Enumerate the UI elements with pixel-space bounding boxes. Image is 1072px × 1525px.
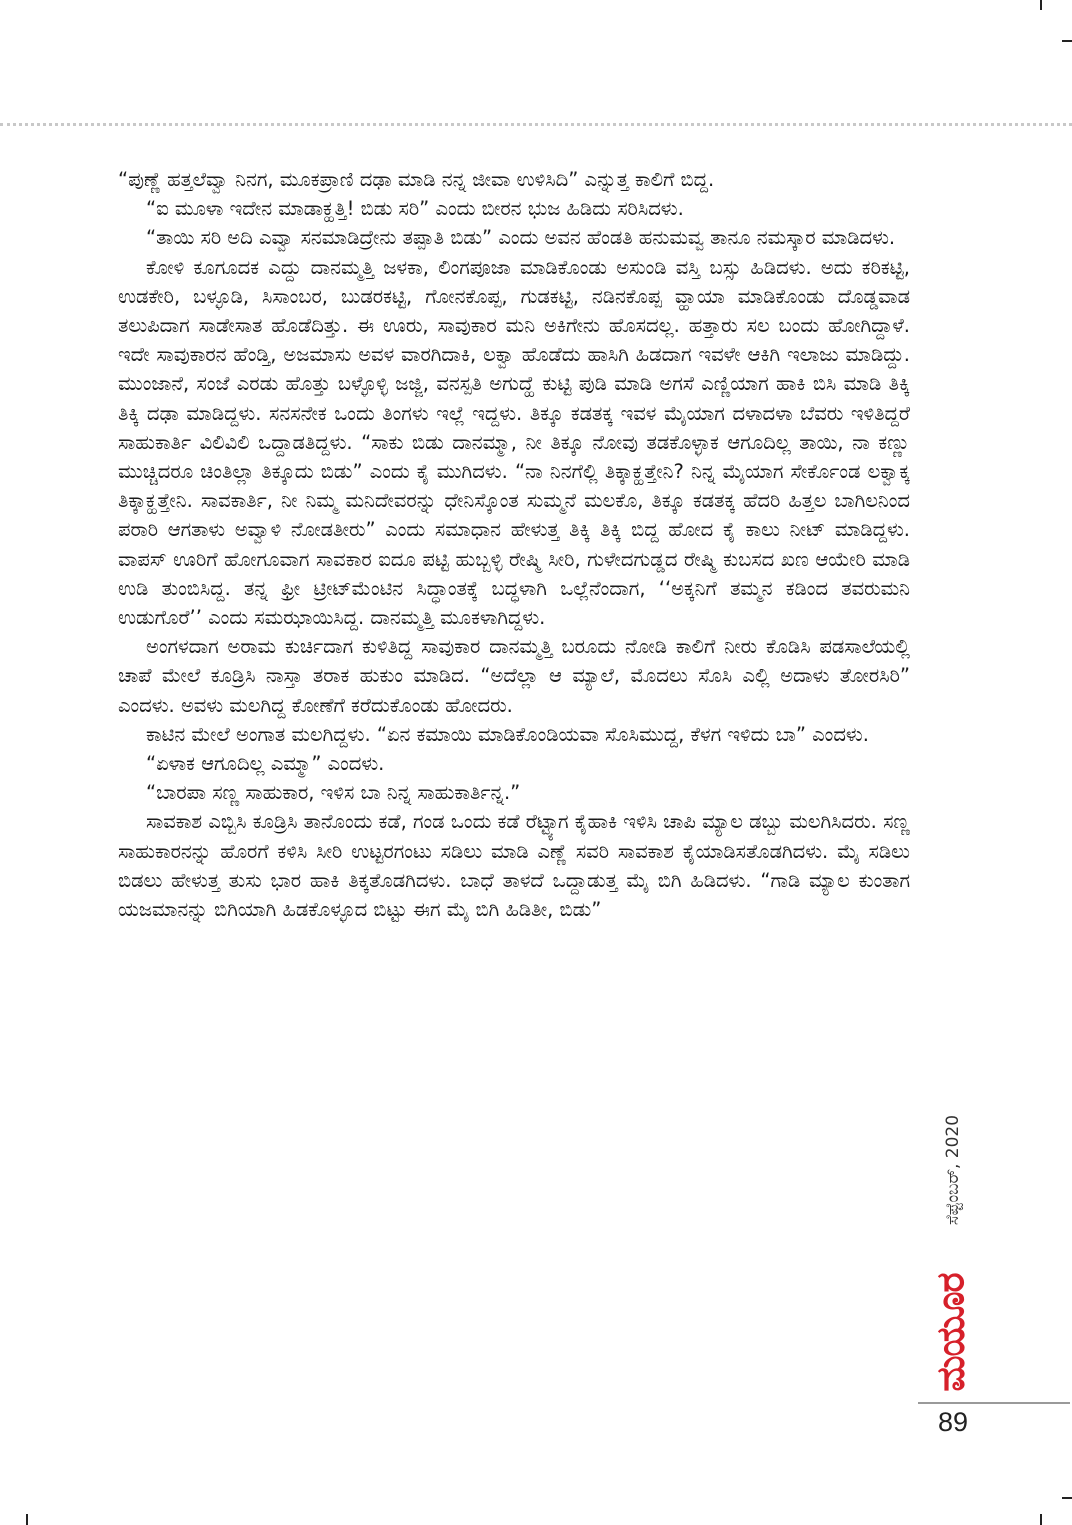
article-paragraph: ಕಾಟಿನ ಮೇಲೆ ಅಂಗಾತ ಮಲಗಿದ್ದಳು. “ಏನ ಕಮಾಯಿ ಮಾಡಿಕೊಂಡಿಯವಾ ಸೊಸಿಮುದ್ದ, ಕೆಳಗ ಇಳಿದು ಬಾ” ಎಂದಳು. <box>146 722 869 746</box>
article-paragraph: ಕೋಳಿ ಕೂಗೂದಕ ಎದ್ದು ದಾನಮ್ಮತ್ತಿ ಜಳಕಾ, ಲಿಂಗಪೂಜಾ ಮಾಡಿಕೊಂಡು ಅಸುಂಡಿ ವಸ್ತಿ ಬಸ್ಸು ಹಿಡಿದಳು. ಅದು ಕರಿಕಟ್ಟಿ, ಉಡಕೇರಿ, ಬಳ್ಳೂಡಿ, ಸಿಸಾಂಬರ, ಬುಡರಕಟ್ಟಿ, ಗೋನಕೊಪ್ಪ, ಗುಡಕಟ್ಟಿ, ನಡಿನಕೊಪ್ಪ ವ್ಹಾಯಾ ಮಾಡಿಕೊಂಡು ದೊಡ್ಡವಾಡ ತಲುಪಿದಾಗ ಸಾಡೇಸಾತ ಹೊಡೆದಿತ್ತು. ಈ ಊರು, ಸಾವುಕಾರ ಮನಿ ಅಕಿಗೇನು ಹೊಸದಲ್ಲ. ಹತ್ತಾರು ಸಲ ಬಂದು ಹೋಗಿದ್ದಾಳೆ. ಇದೇ ಸಾವುಕಾರನ ಹೆಂಡ್ತಿ, ಅಜಮಾಸು ಅವಳ ವಾರಗಿದಾಕಿ, ಲಕ್ವಾ ಹೊಡೆದು ಹಾಸಿಗಿ ಹಿಡದಾಗ ಇವಳೇ ಆಕಿಗಿ ಇಲಾಜು ಮಾಡಿದ್ದು. ಮುಂಜಾನೆ, ಸಂಜೆ ಎರಡು ಹೊತ್ತು ಬಳ್ಳೊಳ್ಳಿ ಜಜ್ಜಿ, ವನಸ್ಪತಿ ಅಗುದ್ಹೆ ಕುಟ್ಟಿ ಪುಡಿ ಮಾಡಿ ಅಗಸೆ ಎಣ್ಣಿಯಾಗ ಹಾಕಿ ಬಿಸಿ ಮಾಡಿ ತಿಕ್ಕಿ ತಿಕ್ಕಿ ದಢಾ ಮಾಡಿದ್ದಳು. ಸನಸನೇಕ ಒಂದು ತಿಂಗಳು ಇಲ್ಲೆ ಇದ್ದಳು. ತಿಕ್ಕೂ ಕಡತಕ್ಕ ಇವಳ ಮೈಯಾಗ ದಳಾದಳಾ ಬೆವರು ಇಳಿತಿದ್ದರೆ ಸಾಹುಕಾರ್ತಿ ವಿಲಿವಿಲಿ ಒದ್ದಾಡತಿದ್ದಳು. “ಸಾಕು ಬಿಡು ದಾನಮ್ಮಾ, ನೀ ತಿಕ್ಕೂ ನೋವು ತಡಕೊಳ್ಳಾಕ ಆಗೂದಿಲ್ಲ ತಾಯಿ, ನಾ ಕಣ್ಣು ಮುಚ್ಚಿದರೂ ಚಿಂತಿಲ್ಲಾ ತಿಕ್ಕೂದು ಬಿಡು” ಎಂದು ಕೈ ಮುಗಿದಳು. “ನಾ ನಿನಗೆಲ್ಲಿ ತಿಕ್ಕಾಕ್ಹತ್ತೇನಿ? ನಿನ್ನ ಮೈಯಾಗ ಸೇರ್ಕೊಂಡ ಲಕ್ವಾಕ್ಕ ತಿಕ್ಕಾಕ್ಹತ್ತೇನಿ. ಸಾವಕಾರ್ತಿ, ನೀ ನಿಮ್ಮ ಮನಿದೇವರನ್ನು ಧೇನಿಸ್ಕೊಂತ ಸುಮ್ಮನೆ ಮಲಕೊ, ತಿಕ್ಕೂ ಕಡತಕ್ಕ ಹೆದರಿ ಹಿತ್ತಲ ಬಾಗಿಲನಿಂದ ಪರಾರಿ ಆಗತಾಳು ಅವ್ವಾಳಿ ನೋಡತೀರು” ಎಂದು ಸಮಾಧಾನ ಹೇಳುತ್ತ ತಿಕ್ಕಿ ತಿಕ್ಕಿ ಬಿದ್ದ ಹೋದ ಕೈ ಕಾಲು ನೀಟ್ ಮಾಡಿದ್ದಳು. ವಾಪಸ್ ಊರಿಗೆ ಹೋಗೂವಾಗ ಸಾವಕಾರ ಐದೂ ಪಟ್ಟಿ ಹುಬ್ಬಳ್ಳಿ ರೇಷ್ಮಿ ಸೀರಿ, ಗುಳೇದಗುಡ್ಡದ ರೇಷ್ಮಿ ಕುಬಸದ ಖಣ ಆಯೇರಿ ಮಾಡಿ ಉಡಿ ತುಂಬಿಸಿದ್ದ. ತನ್ನ ಫ್ರೀ ಟ್ರೀಟ್‌ಮೆಂಟಿನ ಸಿದ್ಧಾಂತಕ್ಕೆ ಬದ್ಧಳಾಗಿ ಒಲ್ಲೆನೆಂದಾಗ, ‘‘ಅಕ್ಕನಿಗೆ ತಮ್ಮನ ಕಡಿಂದ ತವರುಮನಿ ಉಡುಗೊರೆ’’ ಎಂದು ಸಮಝಾಯಿಸಿದ್ದ. ದಾನಮ್ಮತ್ತಿ ಮೂಕಳಾಗಿದ್ದಳು. <box>118 255 910 630</box>
article-paragraph: “ತಾಯಿ ಸರಿ ಅದಿ ಎವ್ವಾ ಸನಮಾಡಿದ್ರೇನು ತಪ್ಪಾತಿ ಬಿಡು” ಎಂದು ಅವನ ಹೆಂಡತಿ ಹನುಮವ್ವ ತಾನೂ ನಮಸ್ಕಾರ ಮಾಡಿದಳು. <box>146 226 896 250</box>
issue-date <box>935 1090 971 1250</box>
article-paragraph: “ಪುಣ್ಣೆ ಹತ್ತಲೆವ್ವಾ ನಿನಗ, ಮೂಕಪ್ರಾಣಿ ದಢಾ ಮಾಡಿ ನನ್ನ ಜೀವಾ ಉಳಿಸಿದಿ” ಎನ್ನುತ್ತ ಕಾಲಿಗೆ ಬಿದ್ದ. <box>118 168 715 191</box>
article-paragraph: “ಬಾರಪಾ ಸಣ್ಣ ಸಾಹುಕಾರ, ಇಳಿಸ ಬಾ ನಿನ್ನ ಸಾಹುಕಾರ್ತಿನ್ನ.” <box>146 781 521 805</box>
article-paragraph: ಸಾವಕಾಶ ಎಬ್ಬಿಸಿ ಕೂಡ್ರಿಸಿ ತಾನೊಂದು ಕಡೆ, ಗಂಡ ಒಂದು ಕಡೆ ರೆಟ್ಟ್ಯಾಗ ಕೈಹಾಕಿ ಇಳಿಸಿ ಚಾಪಿ ಮ್ಯಾಲ ಡಬ್ಬು ಮಲಗಿಸಿದರು. ಸಣ್ಣ ಸಾಹುಕಾರನನ್ನು ಹೊರಗೆ ಕಳಿಸಿ ಸೀರಿ ಉಟ್ಟರಗಂಟು ಸಡಿಲು ಮಾಡಿ ಎಣ್ಣೆ ಸವರಿ ಸಾವಕಾಶ ಕೈಯಾಡಿಸತೊಡಗಿದಳು. ಮೈ ಸಡಿಲು ಬಿಡಲು ಹೇಳುತ್ತ ತುಸು ಭಾರ ಹಾಕಿ ತಿಕ್ಕತೊಡಗಿದಳು. ಬಾಧೆ ತಾಳದೆ ಒದ್ದಾಡುತ್ತ ಮೈ ಬಿಗಿ ಹಿಡಿದಳು. “ಗಾಡಿ ಮ್ಯಾಲ ಕುಂತಾಗ ಯಜಮಾನನ್ನು ಬಿಗಿಯಾಗಿ ಹಿಡಕೊಳ್ಳೂದ ಬಿಟ್ಟು ಈಗ ಮೈ ಬಿಗಿ ಹಿಡಿತೀ, ಬಿಡು” <box>118 810 910 922</box>
article-paragraph: “ಏಳಾಕ ಆಗೂದಿಲ್ಲ ಎಮ್ಮಾ” ಎಂದಳು. <box>146 752 385 776</box>
crop-mark-bottom-right <box>1040 1514 1042 1525</box>
crop-mark-top-right <box>1062 40 1072 42</box>
article-paragraph: ಅಂಗಳದಾಗ ಅರಾಮ ಕುರ್ಚಿದಾಗ ಕುಳಿತಿದ್ದ ಸಾವುಕಾರ ದಾನಮ್ಮತ್ತಿ ಬರೂದು ನೋಡಿ ಕಾಲಿಗೆ ನೀರು ಕೊಡಿಸಿ ಪಡಸಾಲೆಯಲ್ಲಿ ಚಾಪೆ ಮೇಲೆ ಕೂಡ್ರಿಸಿ ನಾಸ್ತಾ ತರಾಕ ಹುಕುಂ ಮಾಡಿದ. “ಅದೆಲ್ಲಾ ಆ ಮ್ಯಾಲೆ, ಮೊದಲು ಸೊಸಿ ಎಲ್ಲಿ ಅದಾಳು ತೋರಸಿರಿ” ಎಂದಳು. ಅವಳು ಮಲಗಿದ್ದ ಕೋಣೆಗೆ ಕರೆದುಕೊಂಡು ಹೋದರು. <box>118 635 910 717</box>
folio-rule <box>918 1402 1070 1404</box>
article-body <box>118 165 910 924</box>
issue-date-text: ಸೆಪ್ಟೆಂಬರ್, 2020 <box>943 1114 963 1226</box>
crop-mark-bottom-left <box>26 1514 28 1525</box>
crop-mark-top <box>1040 0 1042 10</box>
magazine-logo-text: ಮಯೂರ <box>928 1272 973 1392</box>
crop-mark-bottom-side <box>1062 1497 1072 1499</box>
header-dotted-rule <box>0 123 1072 126</box>
article-paragraph: “ಐ ಮೂಳಾ ಇದೇನ ಮಾಡಾಕ್ಹತ್ತಿ! ಬಿಡು ಸರಿ” ಎಂದು ಬೀರನ ಭುಜ ಹಿಡಿದು ಸರಿಸಿದಳು. <box>146 197 684 221</box>
page-number: 89 <box>938 1407 969 1437</box>
magazine-logo <box>928 1270 974 1394</box>
